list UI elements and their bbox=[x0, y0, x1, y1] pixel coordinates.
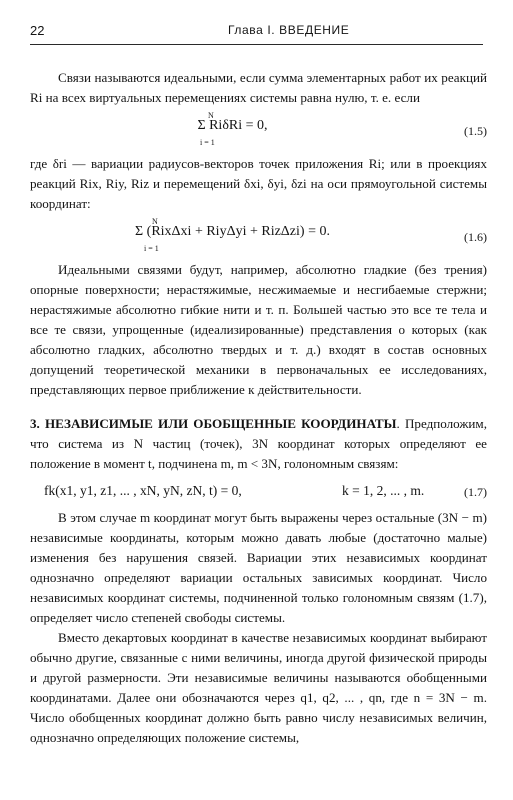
equation-1-5-sum-top: N bbox=[208, 111, 214, 120]
equation-1-6 bbox=[30, 217, 487, 255]
equation-1-5 bbox=[30, 111, 487, 149]
equation-1-7 bbox=[30, 478, 487, 504]
equation-1-5-formula: Σ RiδRi = 0, bbox=[197, 118, 268, 133]
paragraph-ideal-constraints: Связи называются идеальными, если сумма элементарных работ их реакций Ri на всех виртуальных перемещениях системы равна нулю, т. е. если bbox=[30, 70, 487, 105]
equation-1-6-sum-top: N bbox=[152, 217, 158, 226]
section-3-text: . Предположим, что система из N частиц (точек), 3N координат которых определяют ее положение в момент t, подчинена m, m < 3N, голономным связям: bbox=[30, 416, 487, 471]
equation-1-6-number: (1.6) bbox=[464, 230, 487, 244]
equation-1-7-number: (1.7) bbox=[464, 485, 487, 499]
equation-1-7-condition: k = 1, 2, ... , m. bbox=[342, 483, 425, 498]
equation-1-6-formula: Σ (RixΔxi + RiyΔyi + RizΔzi) = 0. bbox=[135, 224, 330, 239]
paragraph-independent-coordinates: В этом случае m координат могут быть выражены через остальные (3N − m) независимые координаты, которым можно давать любые (достаточно малые) изменения без нарушения связей. Вариации этих независимых координат однозначно определяют вариации остальных зависимых координат. Число независимых координат системы, подчиненной только голономным связям (1.7), определяет число степеней свободы системы. bbox=[30, 510, 487, 625]
equation-1-7-formula: fk(x1, y1, z1, ... , xN, yN, zN, t) = 0, bbox=[44, 483, 242, 498]
paragraph-variations: где δri — вариации радиусов-векторов точек приложения Ri; или в проекциях реакций Rix, Riy, Riz и перемещений δxi, δyi, δzi на оси прямоугольной системы координат: bbox=[30, 156, 487, 211]
paragraph-examples: Идеальными связями будут, например, абсолютно гладкие (без трения) опорные поверхности; нерастяжимые, несжимаемые и несгибаемые стержни; нерастяжимые абсолютно гибкие нити и т. п. Большей частью это все те тела и все те связи, упрощенные (идеализированные) представления о которых (как абсолютно гладких, абсолютно твердых и т. д.) входят в состав основных допущений теоретической механики в первоначальных ее исследованиях, представляющих первое приближение к действительности. bbox=[30, 262, 487, 397]
equation-1-5-sum-bottom: i = 1 bbox=[200, 138, 215, 147]
page-number: 22 bbox=[30, 23, 45, 38]
section-3-heading: 3. НЕЗАВИСИМЫЕ ИЛИ ОБОБЩЕННЫЕ КООРДИНАТЫ bbox=[30, 416, 397, 431]
section-3-paragraph bbox=[30, 414, 487, 474]
paragraph-generalized-coordinates: Вместо декартовых координат в качестве независимых координат выбирают обычно другие, связанные с ними величины, иногда другой физической природы и другой размерности. Эти независимые величины называются обобщенными координатами. Далее они обозначаются через q1, q2, ... , qn, где n = 3N − m. Число обобщенных координат должно быть равно числу независимых величин, однозначно определяющих положение системы, bbox=[30, 630, 487, 745]
running-header bbox=[30, 20, 483, 45]
equation-1-5-number: (1.5) bbox=[464, 124, 487, 138]
page-content bbox=[30, 68, 487, 748]
chapter-title: Глава I. ВВЕДЕНИЕ bbox=[228, 23, 350, 37]
equation-1-6-sum-bottom: i = 1 bbox=[144, 244, 159, 253]
